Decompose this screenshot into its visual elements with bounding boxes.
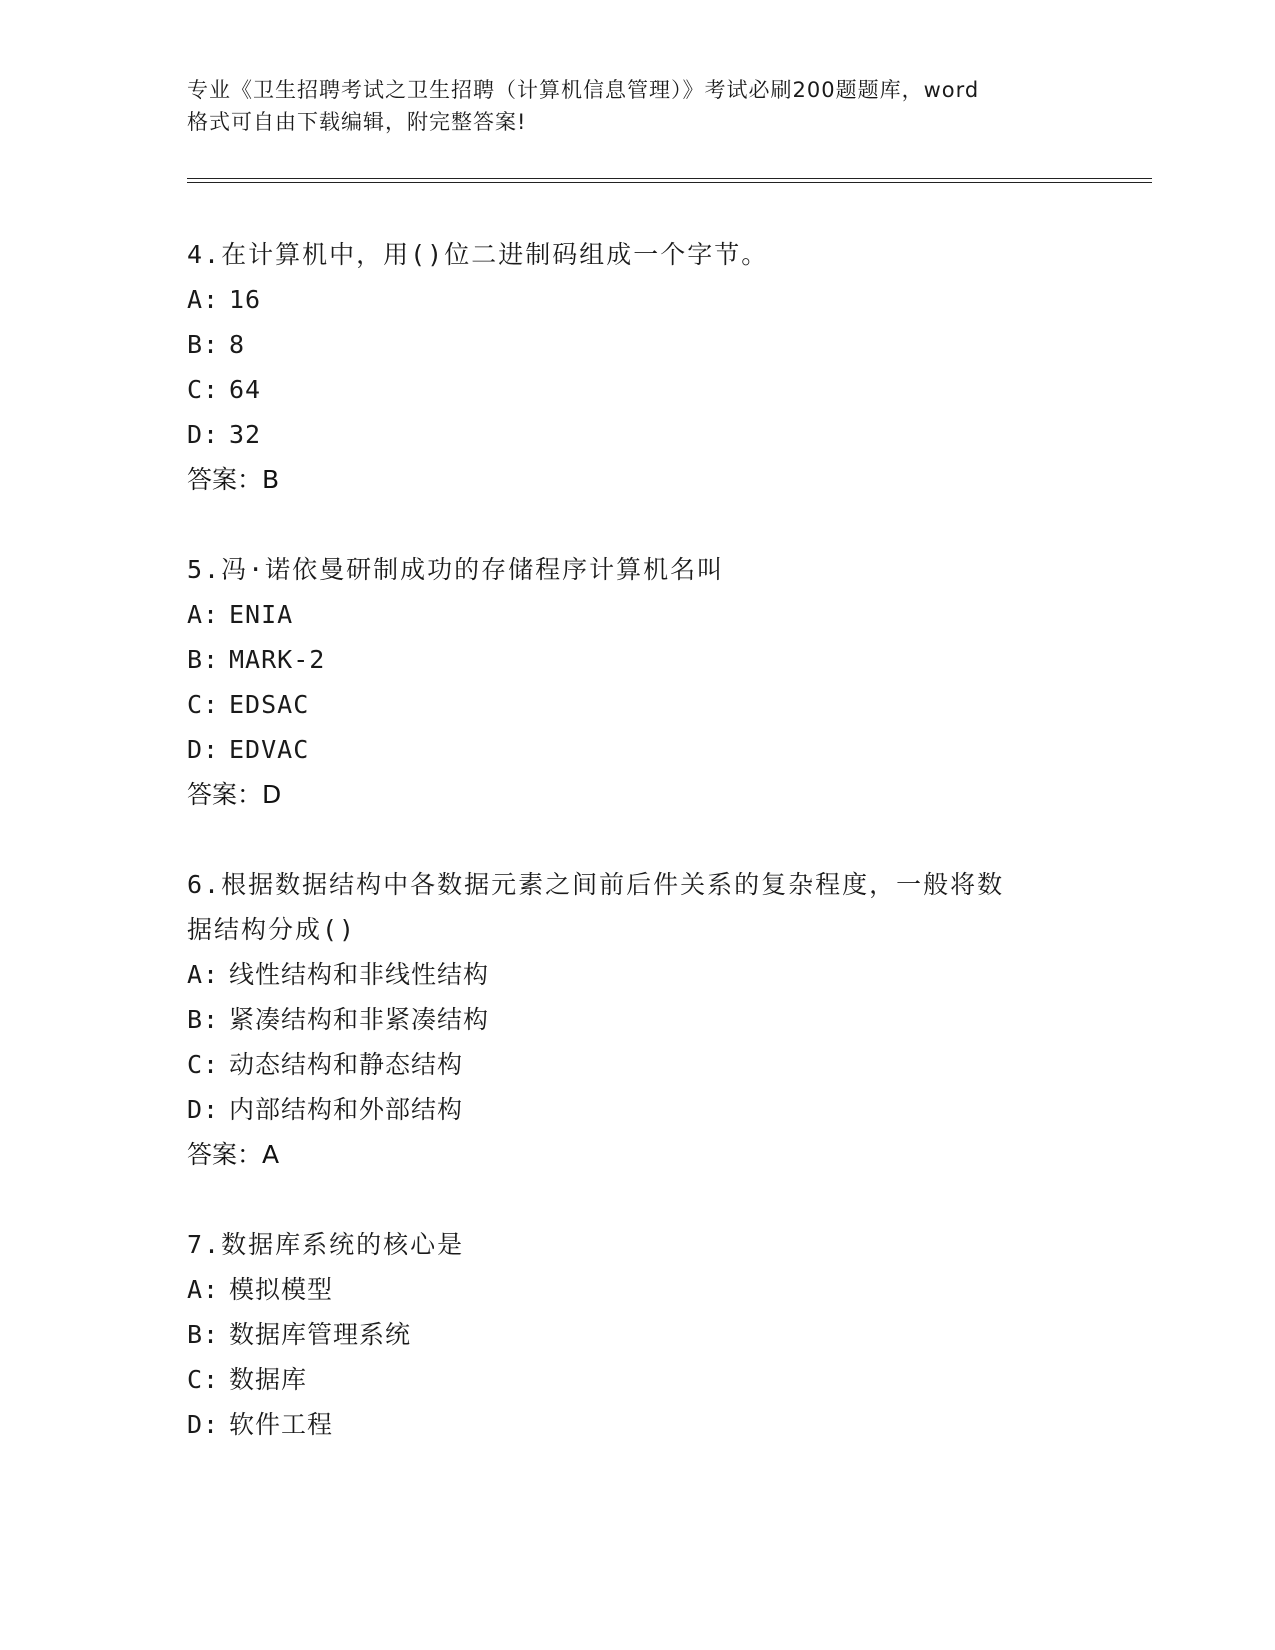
option-text: 16 <box>229 285 262 314</box>
question-text: 7.数据库系统的核心是 <box>187 1230 465 1259</box>
option-label: C: <box>187 690 220 719</box>
option-label: B: <box>187 1005 220 1034</box>
option-text: 内部结构和外部结构 <box>229 1095 464 1124</box>
option-label: C: <box>187 375 220 404</box>
option-c <box>187 1357 1087 1402</box>
option-label: A: <box>187 960 220 989</box>
option-label: B: <box>187 645 220 674</box>
question-text: 5.冯·诺依曼研制成功的存储程序计算机名叫 <box>187 555 725 584</box>
option-label: A: <box>187 600 220 629</box>
option-text: 软件工程 <box>229 1410 334 1439</box>
question-text-line-1: 6.根据数据结构中各数据元素之间前后件关系的复杂程度，一般将数 <box>187 870 1005 899</box>
option-label: B: <box>187 1320 220 1349</box>
option-text: 模拟模型 <box>229 1275 334 1304</box>
option-label: D: <box>187 420 220 449</box>
option-a <box>187 1267 1087 1312</box>
option-text: 数据库 <box>229 1365 308 1394</box>
option-text: 数据库管理系统 <box>229 1320 412 1349</box>
option-a <box>187 277 1087 322</box>
option-text: 8 <box>229 330 246 359</box>
option-text: 64 <box>229 375 262 404</box>
header-line-1: 专业《卫生招聘考试之卫生招聘（计算机信息管理）》考试必刷200题题库，word <box>187 78 980 102</box>
question-text: 4.在计算机中，用()位二进制码组成一个字节。 <box>187 240 769 269</box>
answer: 答案：D <box>187 780 282 809</box>
document-header <box>187 74 1087 138</box>
option-b <box>187 322 1087 367</box>
option-text: 线性结构和非线性结构 <box>229 960 490 989</box>
option-label: A: <box>187 285 220 314</box>
option-text: EDSAC <box>229 690 310 719</box>
question-text-line-2: 据结构分成() <box>187 915 357 944</box>
answer: 答案：A <box>187 1140 280 1169</box>
option-a <box>187 952 1087 997</box>
option-label: C: <box>187 1050 220 1079</box>
option-label: D: <box>187 1095 220 1124</box>
header-line-2: 格式可自由下载编辑，附完整答案! <box>187 110 527 134</box>
option-label: D: <box>187 735 220 764</box>
option-c <box>187 367 1087 412</box>
question-4 <box>187 232 1087 502</box>
question-7 <box>187 1222 1087 1447</box>
option-text: EDVAC <box>229 735 310 764</box>
question-5 <box>187 547 1087 817</box>
option-text: MARK-2 <box>229 645 326 674</box>
question-6 <box>187 862 1087 1177</box>
option-text: 紧凑结构和非紧凑结构 <box>229 1005 490 1034</box>
question-list <box>187 232 1087 1492</box>
option-b <box>187 1312 1087 1357</box>
option-d <box>187 727 1087 772</box>
option-c <box>187 682 1087 727</box>
option-text: 动态结构和静态结构 <box>229 1050 464 1079</box>
option-a <box>187 592 1087 637</box>
option-b <box>187 637 1087 682</box>
answer: 答案：B <box>187 465 280 494</box>
option-text: ENIA <box>229 600 294 629</box>
option-label: B: <box>187 330 220 359</box>
option-d <box>187 412 1087 457</box>
header-divider <box>187 178 1152 183</box>
option-d <box>187 1402 1087 1447</box>
option-d <box>187 1087 1087 1132</box>
option-label: C: <box>187 1365 220 1394</box>
option-label: A: <box>187 1275 220 1304</box>
option-c <box>187 1042 1087 1087</box>
option-label: D: <box>187 1410 220 1439</box>
option-b <box>187 997 1087 1042</box>
option-text: 32 <box>229 420 262 449</box>
